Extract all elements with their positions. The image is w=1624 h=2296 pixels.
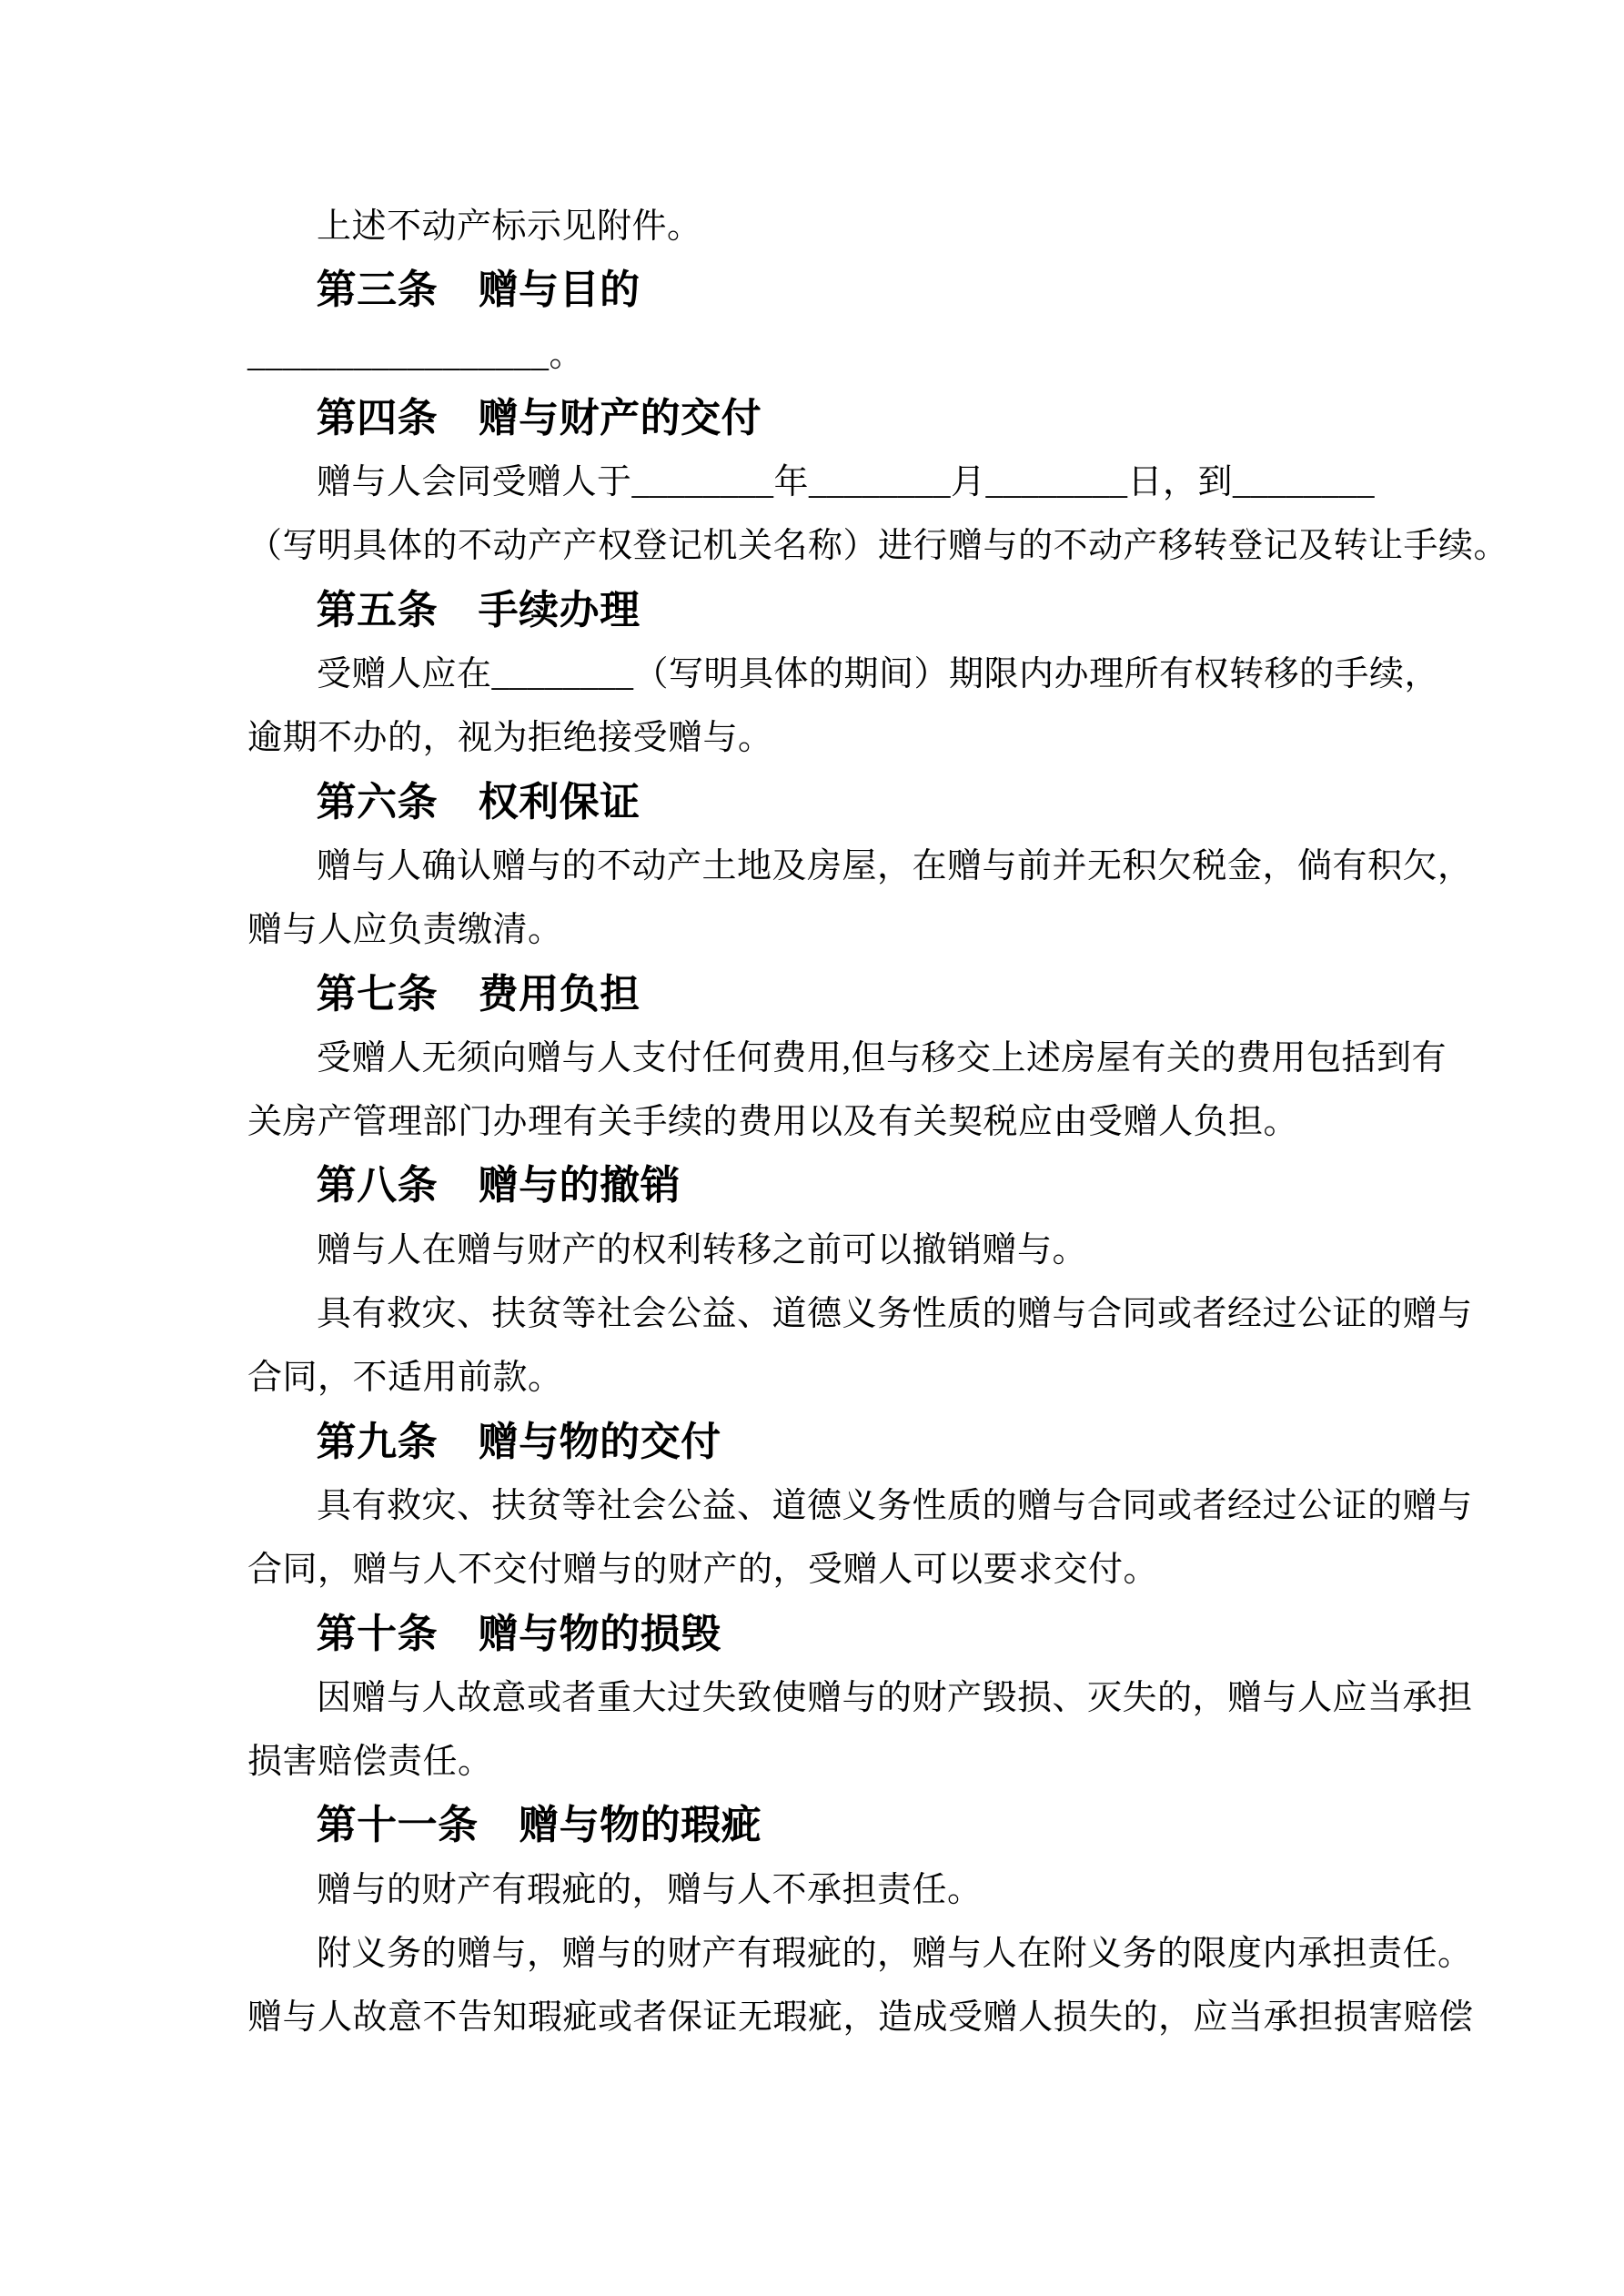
- paragraph-line: 上述不动产标示见附件。: [317, 207, 702, 246]
- paragraph-line: 损害赔偿责任。: [247, 1743, 493, 1782]
- paragraph-line: （写明具体的不动产产权登记机关名称）进行赠与的不动产移转登记及转让手续。: [247, 527, 1509, 566]
- paragraph-line: 赠与人确认赠与的不动产土地及房屋，在赠与前并无积欠税金，倘有积欠，: [317, 846, 1473, 885]
- paragraph-line: 受赠人无须向赠与人支付任何费用,但与移交上述房屋有关的费用包括到有: [317, 1038, 1447, 1077]
- paragraph-line: 附义务的赠与，赠与的财产有瑕疵的，赠与人在附义务的限度内承担责任。: [317, 1935, 1473, 1974]
- section-heading: 第六条 权利保证: [316, 779, 641, 824]
- section-heading: 第十一条 赠与物的瑕疵: [316, 1803, 762, 1848]
- fill-in-blank-line: 赠与人会同受赠人于________年________月________日，到________: [317, 463, 1376, 502]
- paragraph-line: 赠与人在赠与财产的权利转移之前可以撤销赠与。: [317, 1230, 1088, 1269]
- paragraph-line: 赠与人故意不告知瑕疵或者保证无瑕疵，造成受赠人损失的，应当承担损害赔偿: [247, 1998, 1474, 2038]
- paragraph-line: 赠与的财产有瑕疵的，赠与人不承担责任。: [317, 1870, 983, 1909]
- paragraph-line: 具有救灾、扶贫等社会公益、道德义务性质的赠与合同或者经过公证的赠与: [317, 1486, 1473, 1525]
- section-heading: 第四条 赠与财产的交付: [316, 395, 762, 440]
- section-heading: 第十条 赠与物的损毁: [316, 1611, 721, 1656]
- fill-in-blank-line: 受赠人应在________（写明具体的期间）期限内办理所有权转移的手续，: [317, 655, 1440, 694]
- fill-in-blank-line: _________________。: [247, 335, 585, 374]
- paragraph-line: 因赠与人故意或者重大过失致使赠与的财产毁损、灭失的，赠与人应当承担: [317, 1678, 1473, 1717]
- document-body: [247, 195, 1509, 2050]
- paragraph-line: 合同，赠与人不交付赠与的财产的，受赠人可以要求交付。: [247, 1551, 1159, 1590]
- section-heading: 第七条 费用负担: [316, 971, 641, 1017]
- paragraph-line: 具有救灾、扶贫等社会公益、道德义务性质的赠与合同或者经过公证的赠与: [317, 1295, 1473, 1334]
- paragraph-line: 赠与人应负责缴清。: [247, 911, 563, 950]
- paragraph-line: 关房产管理部门办理有关手续的费用以及有关契税应由受赠人负担。: [247, 1103, 1299, 1142]
- section-heading: 第八条 赠与的撤销: [316, 1163, 681, 1209]
- section-heading: 第三条 赠与目的: [316, 268, 641, 313]
- section-heading: 第九条 赠与物的交付: [316, 1419, 721, 1464]
- section-heading: 第五条 手续办理: [316, 587, 641, 632]
- paragraph-line: 合同，不适用前款。: [247, 1359, 563, 1398]
- paragraph-line: 逾期不办的，视为拒绝接受赠与。: [247, 719, 773, 758]
